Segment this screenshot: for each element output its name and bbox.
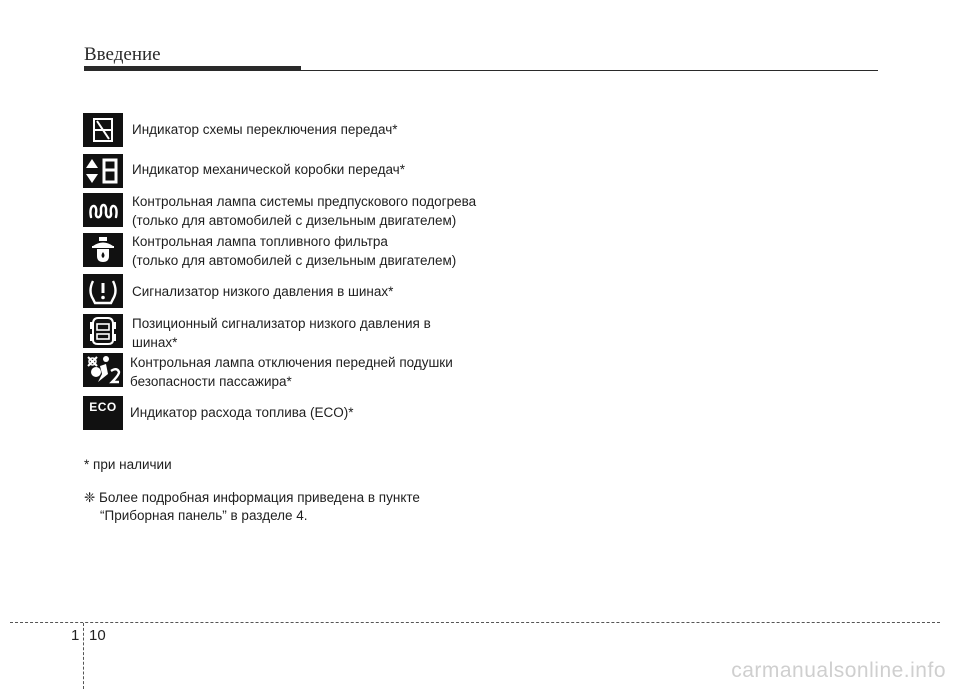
indicator-label-line: Контрольная лампа отключения передней подушки <box>130 355 453 370</box>
indicator-label-line: Контрольная лампа системы предпускового подогрева <box>132 194 477 209</box>
eco-icon <box>83 396 123 430</box>
fuel-filter-icon <box>83 233 123 267</box>
reference-note-line2: “Приборная панель” в разделе 4. <box>100 508 308 523</box>
chapter-number: 1 <box>71 627 80 644</box>
indicator-label-line: Сигнализатор низкого давления в шинах* <box>132 284 394 299</box>
indicator-label-line: безопасности пассажира* <box>130 374 292 389</box>
indicator-label-line: (только для автомобилей с дизельным двигателем) <box>132 253 457 268</box>
watermark: carmanualsonline.info <box>731 659 946 682</box>
tire-position-icon <box>83 314 123 348</box>
indicator-label-line: Индикатор расхода топлива (ECO)* <box>130 405 354 420</box>
title-rule-thick <box>84 66 301 71</box>
shift-pattern-icon <box>83 113 123 147</box>
glow-plug-icon <box>83 193 123 227</box>
airbag-off-icon <box>83 353 123 387</box>
indicator-label-line: Индикатор схемы переключения передач* <box>132 122 398 137</box>
footer-divider-horizontal <box>10 622 940 623</box>
availability-note: * при наличии <box>84 457 172 472</box>
eco-icon-text: ECO <box>89 400 117 414</box>
title-rule-thin <box>301 70 878 71</box>
reference-note-line1: ❈ Более подробная информация приведена в пункте <box>84 490 420 505</box>
indicator-label-line: шинах* <box>132 335 178 350</box>
section-title: Введение <box>84 44 161 65</box>
tire-pressure-icon <box>83 274 123 308</box>
footer-divider-vertical <box>83 623 84 689</box>
indicator-label-line: (только для автомобилей с дизельным двигателем) <box>132 213 457 228</box>
indicator-label-line: Контрольная лампа топливного фильтра <box>132 234 388 249</box>
indicator-label-line: Позиционный сигнализатор низкого давления в <box>132 316 431 331</box>
manual-gear-icon <box>83 154 123 188</box>
indicator-label-line: Индикатор механической коробки передач* <box>132 162 405 177</box>
page-number: 10 <box>89 627 106 644</box>
